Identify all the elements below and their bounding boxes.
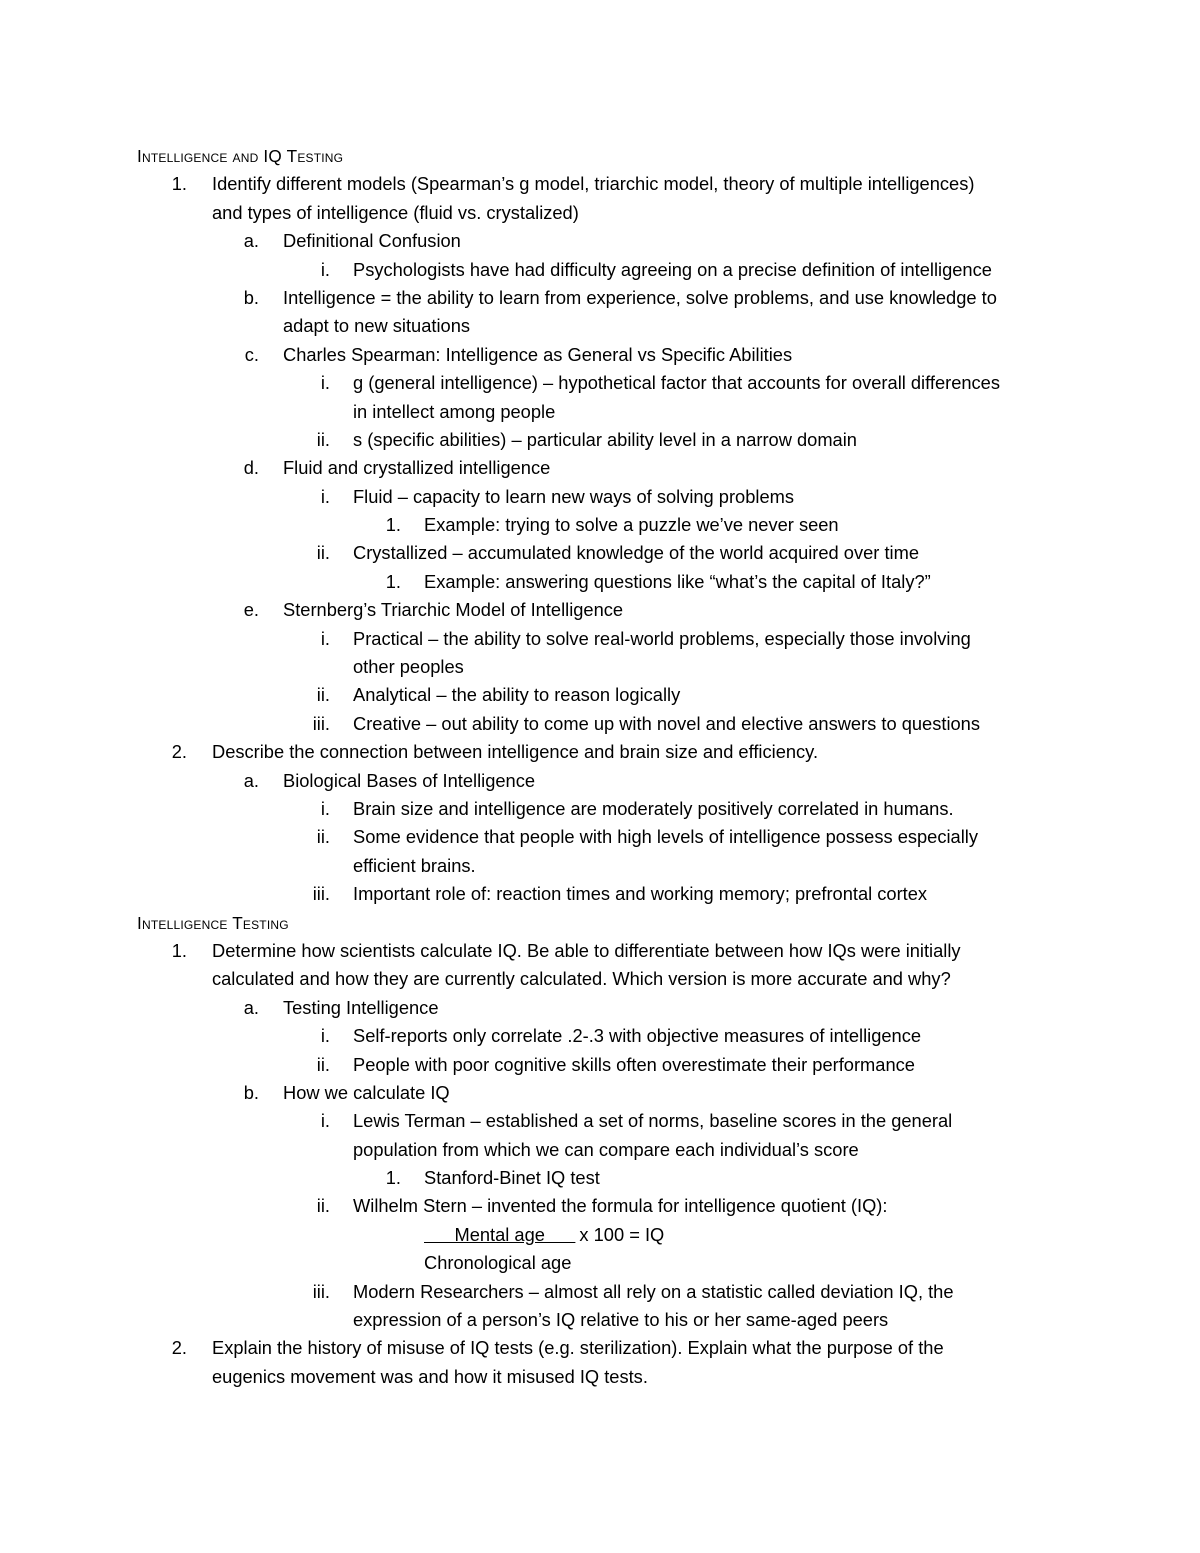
line-text: Fluid and crystallized intelligence [283, 457, 551, 479]
line-text: efficient brains. [353, 854, 476, 876]
outline-text [353, 681, 680, 709]
outline-text [353, 653, 464, 681]
line-text: Explain the history of misuse of IQ tests (e.g. sterilization). Explain what the purpose of the [212, 1337, 944, 1359]
line-text: Wilhelm Stern – invented the formula for intelligence quotient (IQ): [353, 1195, 888, 1217]
list-marker: i. [320, 485, 330, 507]
outline-text [283, 596, 623, 624]
outline-text [283, 227, 461, 255]
outline-text [283, 341, 792, 369]
outline-text [283, 284, 997, 312]
outline-text [353, 1306, 888, 1334]
line-text: Stanford-Binet IQ test [424, 1167, 600, 1189]
list-marker: iii. [312, 712, 330, 734]
outline-line [0, 738, 1200, 766]
line-text: Creative – out ability to come up with novel and elective answers to questions [353, 712, 980, 734]
outline-line [0, 170, 1200, 198]
line-text: How we calculate IQ [283, 1081, 450, 1103]
outline-text [353, 398, 555, 426]
outline-line [0, 1334, 1200, 1362]
outline-text [353, 483, 794, 511]
list-marker: i. [320, 258, 330, 280]
section-heading-text: Intelligence Testing [137, 912, 289, 933]
outline-line [0, 369, 1200, 397]
outline-line [0, 965, 1200, 993]
line-text: Sternberg’s Triarchic Model of Intelligence [283, 599, 624, 621]
outline-line [0, 1249, 1200, 1277]
outline-line [0, 625, 1200, 653]
line-text: Important role of: reaction times and working memory; prefrontal cortex [353, 883, 928, 905]
outline-line [0, 1107, 1200, 1135]
list-marker: iii. [312, 1280, 330, 1302]
list-marker: i. [320, 1110, 330, 1132]
outline-text [424, 568, 931, 596]
line-text: Example: answering questions like “what’s the capital of Italy?” [424, 570, 931, 592]
outline-line [0, 710, 1200, 738]
outline-text [353, 710, 980, 738]
outline-line [0, 1363, 1200, 1391]
outline-text [424, 1221, 664, 1249]
line-text: Analytical – the ability to reason logically [353, 684, 681, 706]
line-text: Describe the connection between intelligence and brain size and efficiency. [212, 741, 819, 763]
outline-text [212, 1334, 944, 1362]
outline-text [283, 1079, 450, 1107]
outline-text [212, 965, 951, 993]
list-marker: e. [243, 599, 259, 621]
list-marker: ii. [316, 1053, 330, 1075]
line-text: in intellect among people [353, 400, 556, 422]
outline-text [212, 937, 961, 965]
list-marker: i. [320, 1025, 330, 1047]
outline-line [0, 653, 1200, 681]
list-marker: ii. [316, 684, 330, 706]
outline-text [353, 880, 927, 908]
line-text: Brain size and intelligence are moderately positively correlated in humans. [353, 797, 954, 819]
list-marker: i. [320, 372, 330, 394]
line-text: eugenics movement was and how it misused IQ tests. [212, 1365, 648, 1387]
outline-line [0, 341, 1200, 369]
outline-line [0, 511, 1200, 539]
section-heading-text: Intelligence and IQ Testing [137, 146, 344, 166]
list-marker: a. [243, 769, 259, 791]
outline-text [353, 1107, 952, 1135]
line-text: expression of a person’s IQ relative to his or her same-aged peers [353, 1309, 889, 1331]
line-text: Determine how scientists calculate IQ. Be able to differentiate between how IQs were initially [212, 939, 961, 961]
outline-text [353, 426, 857, 454]
line-text: g (general intelligence) – hypothetical factor that accounts for overall differences [353, 372, 1000, 394]
line-text: calculated and how they are currently calculated. Which version is more accurate and why? [212, 968, 951, 990]
list-marker: 1. [385, 514, 401, 536]
list-marker: b. [243, 286, 259, 308]
outline-line [0, 852, 1200, 880]
list-marker: iii. [312, 883, 330, 905]
line-text: and types of intelligence (fluid vs. crystalized) [212, 201, 579, 223]
line-text: s (specific abilities) – particular ability level in a narrow domain [353, 428, 857, 450]
line-text: Intelligence = the ability to learn from experience, solve problems, and use knowledge to [283, 286, 997, 308]
list-marker: 2. [171, 741, 187, 763]
outline-line [0, 568, 1200, 596]
outline-text [353, 852, 476, 880]
outline-line [0, 994, 1200, 1022]
outline-line [0, 312, 1200, 340]
line-text: Practical – the ability to solve real-world problems, especially those involving [353, 627, 971, 649]
outline-line [0, 227, 1200, 255]
outline-text [353, 256, 992, 284]
list-marker: 1. [385, 570, 401, 592]
outline-text [212, 199, 579, 227]
line-text: Self-reports only correlate .2-.3 with objective measures of intelligence [353, 1025, 922, 1047]
line-text: other peoples [353, 656, 464, 678]
formula-suffix: x 100 = IQ [579, 1223, 665, 1245]
outline-line [0, 483, 1200, 511]
outline-line [0, 1192, 1200, 1220]
line-text: Psychologists have had difficulty agreeing on a precise definition of intelligence [353, 258, 992, 280]
outline-content [0, 142, 1200, 1391]
outline-text [353, 539, 919, 567]
line-text: Identify different models (Spearman’s g model, triarchic model, theory of multiple intelligences) [212, 173, 975, 195]
outline-text [353, 1192, 887, 1220]
outline-text [212, 170, 974, 198]
outline-text [424, 1164, 600, 1192]
outline-line [0, 1306, 1200, 1334]
outline-line [0, 426, 1200, 454]
list-marker: a. [243, 230, 259, 252]
line-text: population from which we can compare each individual’s score [353, 1138, 859, 1160]
outline-line [0, 284, 1200, 312]
line-text: Charles Spearman: Intelligence as General vs Specific Abilities [283, 343, 793, 365]
outline-text [353, 823, 978, 851]
outline-line [0, 454, 1200, 482]
outline-line [0, 767, 1200, 795]
outline-line [0, 795, 1200, 823]
outline-line [0, 1136, 1200, 1164]
outline-line [0, 1079, 1200, 1107]
line-text: Fluid – capacity to learn new ways of solving problems [353, 485, 794, 507]
outline-text [353, 795, 954, 823]
outline-line [0, 1051, 1200, 1079]
outline-text [212, 1363, 648, 1391]
outline-line [0, 880, 1200, 908]
line-text: Testing Intelligence [283, 996, 439, 1018]
list-marker: i. [320, 627, 330, 649]
list-marker: i. [320, 797, 330, 819]
outline-text [212, 738, 818, 766]
list-marker: d. [243, 457, 259, 479]
outline-line [0, 1221, 1200, 1249]
outline-line [0, 199, 1200, 227]
line-text: Chronological age [424, 1252, 572, 1274]
outline-text [424, 1249, 571, 1277]
outline-text [283, 454, 550, 482]
list-marker: 1. [171, 173, 187, 195]
line-text: Example: trying to solve a puzzle we’ve never seen [424, 514, 839, 536]
outline-line [0, 1278, 1200, 1306]
formula-numerator: Mental age [424, 1223, 576, 1245]
outline-text [353, 1278, 954, 1306]
line-text: Some evidence that people with high levels of intelligence possess especially [353, 826, 978, 848]
line-text: Biological Bases of Intelligence [283, 769, 536, 791]
list-marker: ii. [316, 542, 330, 564]
list-marker: 1. [385, 1167, 401, 1189]
list-marker: a. [243, 996, 259, 1018]
outline-line [0, 398, 1200, 426]
outline-text [283, 312, 470, 340]
list-marker: ii. [316, 1195, 330, 1217]
outline-line [0, 1022, 1200, 1050]
outline-text [353, 1051, 915, 1079]
outline-line [0, 256, 1200, 284]
outline-line [0, 681, 1200, 709]
outline-line [0, 539, 1200, 567]
list-marker: 1. [171, 939, 187, 961]
outline-line [0, 1164, 1200, 1192]
list-marker: ii. [316, 826, 330, 848]
outline-text [353, 369, 1000, 397]
section-heading [0, 909, 1200, 937]
line-text: Modern Researchers – almost all rely on a statistic called deviation IQ, the [353, 1280, 954, 1302]
outline-text [353, 625, 971, 653]
outline-line [0, 937, 1200, 965]
outline-text [283, 994, 439, 1022]
outline-line [0, 823, 1200, 851]
outline-text [283, 767, 535, 795]
line-text: Definitional Confusion [283, 230, 461, 252]
list-marker: c. [244, 343, 259, 365]
outline-text [424, 511, 839, 539]
line-text: Crystallized – accumulated knowledge of the world acquired over time [353, 542, 919, 564]
outline-line [0, 596, 1200, 624]
line-text: Lewis Terman – established a set of norms, baseline scores in the general [353, 1110, 953, 1132]
outline-text [353, 1136, 859, 1164]
list-marker: b. [243, 1081, 259, 1103]
outline-text [353, 1022, 921, 1050]
section-heading [0, 142, 1200, 170]
list-marker: 2. [171, 1337, 187, 1359]
list-marker: ii. [316, 428, 330, 450]
line-text: adapt to new situations [283, 315, 470, 337]
line-text: People with poor cognitive skills often overestimate their performance [353, 1053, 915, 1075]
